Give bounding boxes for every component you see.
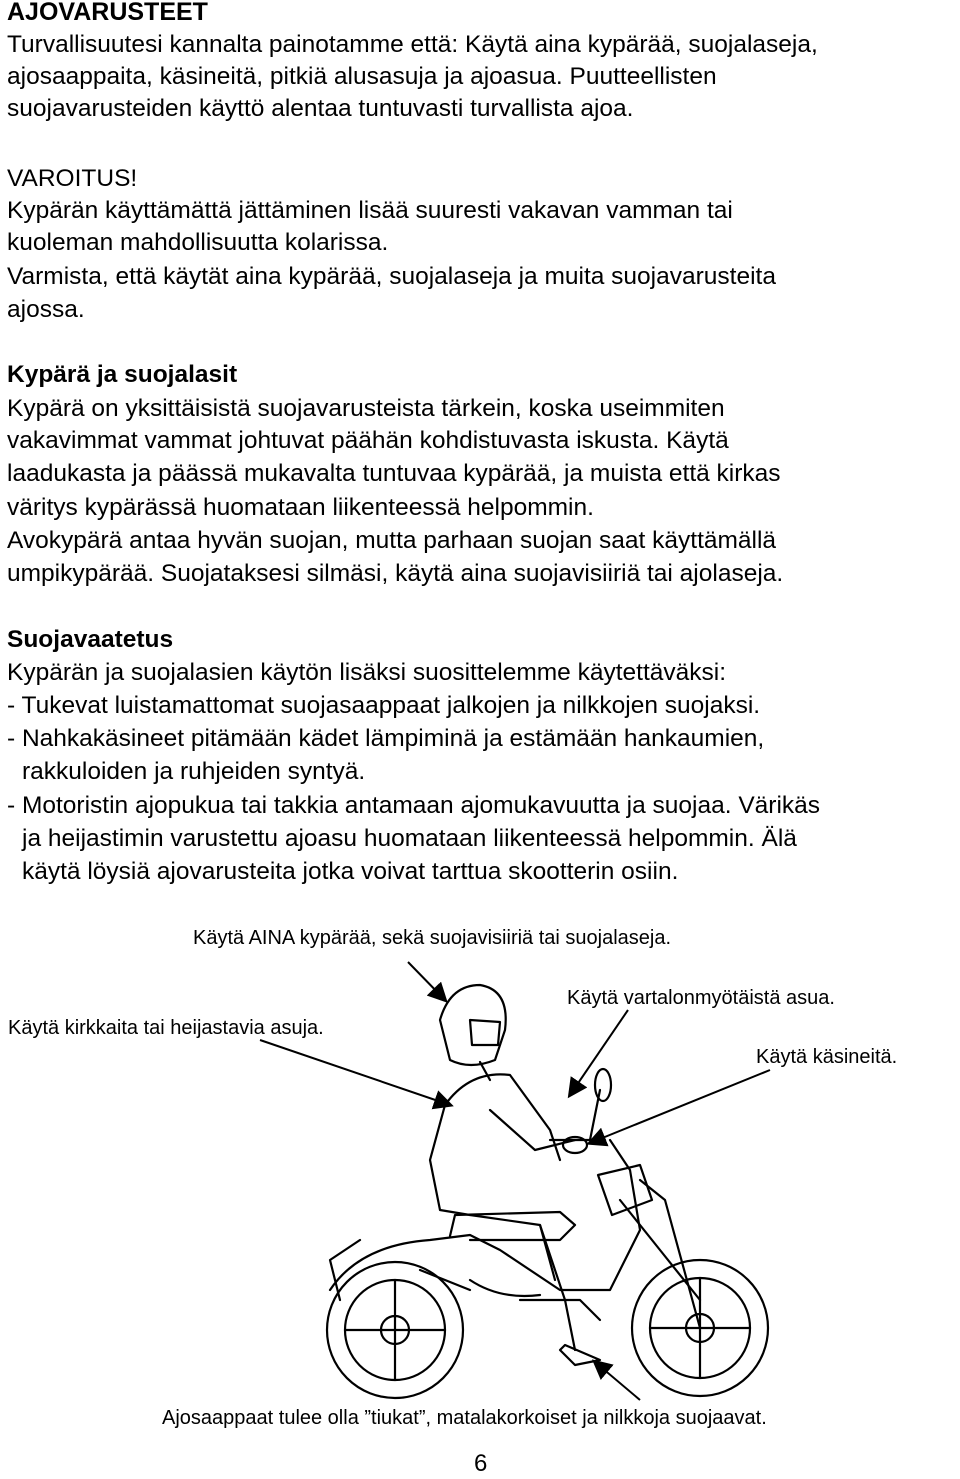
helmet-line: Kypärä on yksittäisistä suojavarusteista tärkein, koska useimmiten [7, 395, 725, 422]
clothing-bullet: - Tukevat luistamattomat suojasaappaat jalkojen ja nilkkojen suojaksi. [7, 692, 761, 719]
warning-line: kuoleman mahdollisuutta kolarissa. [7, 229, 389, 256]
caption-bright-clothing: Käytä kirkkaita tai heijastavia asuja. [8, 1017, 324, 1039]
helmet [440, 985, 506, 1080]
clothing-bullet-continuation: rakkuloiden ja ruhjeiden syntyä. [22, 758, 366, 785]
helmet-line: Avokypärä antaa hyvän suojan, mutta parhaan suojan saat käyttämällä [7, 527, 777, 554]
clothing-bullet: - Motoristin ajopukua tai takkia antamaan ajomukavuutta ja suojaa. Värikäs [7, 792, 821, 819]
warning-line: Kypärän käyttämättä jättäminen lisää suuresti vakavan vamman tai [7, 197, 733, 224]
helmet-line: väritys kypärässä huomataan liikenteessä helpommin. [7, 494, 594, 521]
rear-wheel [327, 1262, 463, 1398]
caption-boots: Ajosaappaat tulee olla ”tiukat”, matalakorkoiset ja nilkkoja suojaavat. [162, 1407, 767, 1429]
page-number: 6 [474, 1450, 488, 1477]
clothing-line: Kypärän ja suojalasien käytön lisäksi suosittelemme käytettäväksi: [7, 659, 727, 686]
caption-fitted-clothing: Käytä vartalonmyötäistä asua. [567, 987, 835, 1009]
clothing-bullet-continuation: käytä löysiä ajovarusteita jotka voivat tarttua skootterin osiin. [22, 858, 679, 885]
section-heading: AJOVARUSTEET [7, 0, 208, 26]
helmet-section-title: Kypärä ja suojalasit [7, 361, 238, 388]
warning-line: Varmista, että käytät aina kypärää, suojalaseja ja muita suojavarusteita [7, 263, 776, 290]
warning-title: VAROITUS! [7, 165, 138, 192]
caption-gloves: Käytä käsineitä. [756, 1046, 898, 1068]
intro-line: ajosaappaita, käsineitä, pitkiä alusasuja ja ajoasua. Puutteellisten [7, 63, 717, 90]
intro-line: Turvallisuutesi kannalta painotamme että: Käytä aina kypärää, suojalaseja, [7, 31, 818, 58]
clothing-section-title: Suojavaatetus [7, 626, 174, 653]
helmet-line: umpikypärää. Suojataksesi silmäsi, käytä aina suojavisiiriä tai ajolaseja. [7, 560, 784, 587]
scooter-rider-illustration [0, 900, 960, 1410]
clothing-bullet-continuation: ja heijastimin varustettu ajoasu huomataan liikenteessä helpommin. Älä [22, 825, 797, 852]
intro-line: suojavarusteiden käyttö alentaa tuntuvasti turvallista ajoa. [7, 95, 634, 122]
warning-line: ajossa. [7, 296, 85, 323]
caption-helmet: Käytä AINA kypärää, sekä suojavisiiriä tai suojalaseja. [193, 927, 672, 949]
helmet-line: vakavimmat vammat johtuvat päähän kohdistuvasta iskusta. Käytä [7, 427, 729, 454]
clothing-bullet: - Nahkakäsineet pitämään kädet lämpiminä ja estämään hankaumien, [7, 725, 765, 752]
helmet-line: laadukasta ja päässä mukavalta tuntuvaa kypärää, ja muista että kirkas [7, 460, 781, 487]
